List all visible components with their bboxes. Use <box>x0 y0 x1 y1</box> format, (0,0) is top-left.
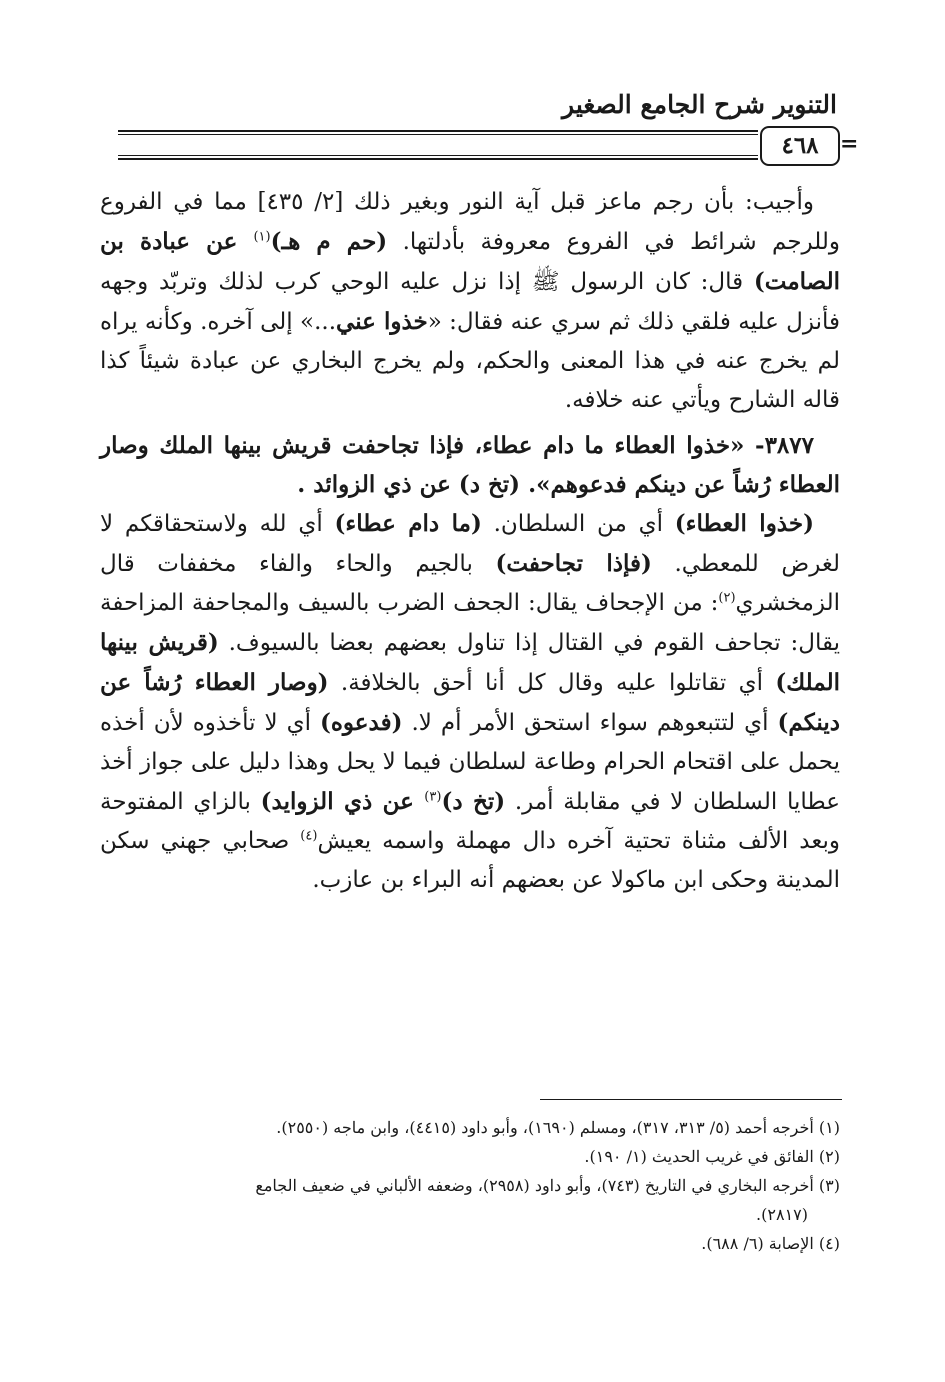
footnote-ref: (٣) <box>424 789 442 805</box>
footnote: (١) أخرجه أحمد (٥/ ٣١٣، ٣١٧)، ومسلم (١٦٩٠)، وأبو داود (٤٤١٥)، وابن ماجه (٢٥٥٠). <box>276 1118 840 1137</box>
footnote-ref: (٤) <box>300 828 318 844</box>
text-run: : من الإجحاف يقال: الجحف الضرب بالسيف والمجاحفة المزاحفة يقال: تجاحف القوم في القتال إذا تناول بعضهم بعضا بالسيوف. <box>100 590 841 656</box>
narrator: عن عبادة بن الصامت) <box>100 228 840 295</box>
text-run: أي لله ولاستحقاقكم لا لغرض للمعطي. <box>100 511 840 577</box>
text-run: أي من السلطان. <box>481 511 675 537</box>
header-rule <box>118 130 758 132</box>
source-code: (تخ د) <box>441 788 506 815</box>
text-run: قال: كان الرسول ﷺ إذا نزل عليه الوحي كرب لذلك وتربّد وجهه فأنزل عليه فلقي ذلك ثم سري عنه فقال: « <box>100 269 840 335</box>
page-number: ٤٦٨ <box>760 126 840 166</box>
text-run: أي لتتبعوهم سواء استحق الأمر أم لا. <box>402 710 778 736</box>
paragraph-commentary <box>100 183 840 420</box>
lemma: (فدعوه) <box>319 709 403 736</box>
footnote: (٣) أخرجه البخاري في التاريخ (٧٤٣)، وأبو داود (٢٩٥٨)، وضعفه الألباني في ضعيف الجامع <box>255 1176 840 1195</box>
text-run: بالزاي المفتوحة وبعد الألف مثناة تحتية آخره دال مهملة واسمه يعيش <box>100 789 840 854</box>
lemma: (فإذا تجاحفت) <box>495 550 652 577</box>
lemma: (قريش بينها الملك) <box>100 629 840 696</box>
text-run: ...» إلى آخره. وكأنه يراه لم يخرج عنه في هذا المعنى والحكم، ولم يخرج البخاري عن عبادة شيئاً كذا قاله الشارح ويأتي عنه خلافه. <box>100 309 840 413</box>
quoted-phrase: خذوا عني <box>336 308 428 335</box>
footnote-ref: (١) <box>253 229 271 245</box>
lemma: (خذوا العطاء) <box>674 510 814 537</box>
text-run: صحابي جهني سكن المدينة وحكى ابن ماكولا عن بعضهم أنه البراء بن عازب. <box>100 828 840 893</box>
text-run: وأجيب: بأن رجم ماعز قبل آية النور وبغير ذلك [٢/ ٤٣٥] مما في الفروع وللرجم شرائط في الفروع معروفة بأدلتها. <box>100 189 840 255</box>
header-ornament: = <box>840 131 859 157</box>
text-run: أي لا تأخذوه لأن أخذه يحمل على اقتحام الحرام وطاعة لسلطان فيما لا يحل وهذا دليل على جواز أخذ عطايا السلطان لا في مقابلة أمر. <box>100 710 840 815</box>
paragraph-commentary <box>100 504 840 900</box>
header-rule <box>118 158 758 160</box>
lemma: (ما دام عطاء) <box>334 510 482 537</box>
lemma: (وصار العطاء رُشاً عن دينكم) <box>100 669 840 736</box>
footnotes <box>100 1113 840 1258</box>
running-header-title: التنوير شرح الجامع الصغير <box>562 90 837 119</box>
footnote-continuation: (٢٨١٧). <box>756 1205 808 1224</box>
footnote-ref: (٢) <box>718 590 736 606</box>
main-text <box>100 183 840 900</box>
hadith-text: ٣٨٧٧- «خذوا العطاء ما دام عطاء، فإذا تجاحفت قريش بينها الملك وصار العطاء رُشاً عن دينكم فدعوهم». (تخ د) عن ذي الزوائد . <box>100 432 840 498</box>
footnote: (٢) الفائق في غريب الحديث (١/ ١٩٠). <box>584 1147 840 1166</box>
footnote-divider <box>540 1099 842 1100</box>
footnote: (٤) الإصابة (٦/ ٦٨٨). <box>701 1234 840 1253</box>
source-code: (حم م هـ) <box>270 228 388 255</box>
narrator: عن ذي الزوايد) <box>260 788 425 815</box>
text-run: بالجيم والحاء والفاء مخففات قال الزمخشري <box>100 551 840 616</box>
header-rule <box>118 134 758 135</box>
header-rule <box>118 155 758 156</box>
text-run: أي تقاتلوا عليه وقال كل أنا أحق بالخلافة. <box>328 670 776 696</box>
